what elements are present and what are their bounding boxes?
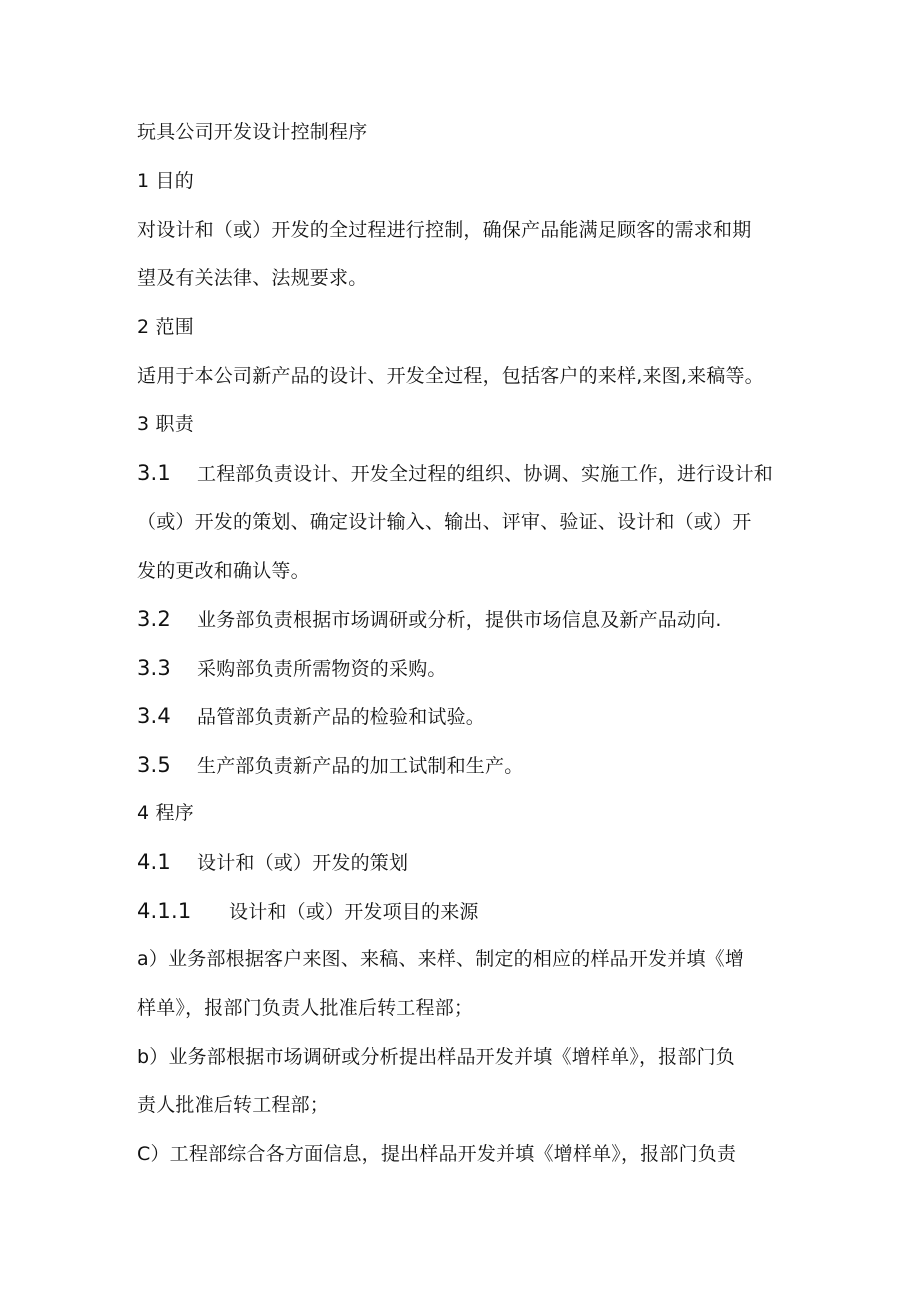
section-1-body-line-1: 对设计和（或）开发的全过程进行控制，确保产品能满足顾客的需求和期 (137, 219, 752, 241)
item-a-line-1: 业务部根据客户来图、来稿、来样、制定的相应的样品开发并填《增 (168, 948, 745, 970)
section-1-body-line-2: 望及有关法律、法规要求。 (137, 267, 368, 289)
item-3-1-line-1: 工程部负责设计、开发全过程的组织、协调、实施工作，进行设计和 (197, 463, 774, 485)
item-3-5-number: 3.5 (137, 753, 171, 777)
item-b (137, 1045, 735, 1069)
item-3-3-number: 3.3 (137, 656, 171, 680)
item-b-line-2: 责人批准后转工程部； (137, 1094, 330, 1116)
item-a-marker: a） (137, 948, 169, 970)
item-3-1-number: 3.1 (137, 461, 171, 485)
subsection-4-1-1 (137, 899, 479, 924)
item-c-marker: C） (137, 1143, 170, 1165)
subsection-4-1 (137, 850, 408, 875)
item-3-4-text: 品管部负责新产品的检验和试验。 (197, 706, 486, 728)
subsection-4-1-text: 设计和（或）开发的策划 (197, 852, 409, 874)
item-c (137, 1142, 736, 1166)
section-3-heading: 3 职责 (137, 413, 194, 435)
subsection-4-1-number: 4.1 (137, 850, 171, 874)
item-3-4 (137, 704, 485, 729)
item-a-line-2: 样单》，报部门负责人批准后转工程部； (137, 997, 474, 1019)
item-3-4-number: 3.4 (137, 704, 171, 728)
item-3-3-text: 采购部负责所需物资的采购。 (197, 658, 447, 680)
item-3-2-text: 业务部负责根据市场调研或分析，提供市场信息及新产品动向. (197, 609, 722, 631)
item-b-marker: b） (137, 1046, 169, 1068)
item-3-3 (137, 656, 447, 681)
item-3-1-line-2: （或）开发的策划、确定设计输入、输出、评审、验证、设计和（或）开 (137, 511, 752, 533)
section-2-heading: 2 范围 (137, 316, 194, 338)
item-3-1 (137, 461, 773, 486)
document-title: 玩具公司开发设计控制程序 (137, 121, 368, 143)
item-3-1-line-3: 发的更改和确认等。 (137, 560, 310, 582)
item-3-5 (137, 753, 523, 778)
section-4-heading: 4 程序 (137, 802, 194, 824)
subsection-4-1-1-number: 4.1.1 (137, 899, 192, 923)
item-b-line-1: 业务部根据市场调研或分析提出样品开发并填《增样单》，报部门负 (168, 1046, 735, 1068)
section-1-heading: 1 目的 (137, 170, 194, 192)
item-3-2 (137, 607, 722, 632)
item-a (137, 947, 744, 971)
item-3-5-text: 生产部负责新产品的加工试制和生产。 (197, 755, 524, 777)
item-3-2-number: 3.2 (137, 607, 171, 631)
item-c-line-1: 工程部综合各方面信息，提出样品开发并填《增样单》，报部门负责 (169, 1143, 737, 1165)
section-2-body: 适用于本公司新产品的设计、开发全过程，包括客户的来样,来图,来稿等。 (137, 365, 764, 387)
subsection-4-1-1-text: 设计和（或）开发项目的来源 (229, 901, 479, 923)
